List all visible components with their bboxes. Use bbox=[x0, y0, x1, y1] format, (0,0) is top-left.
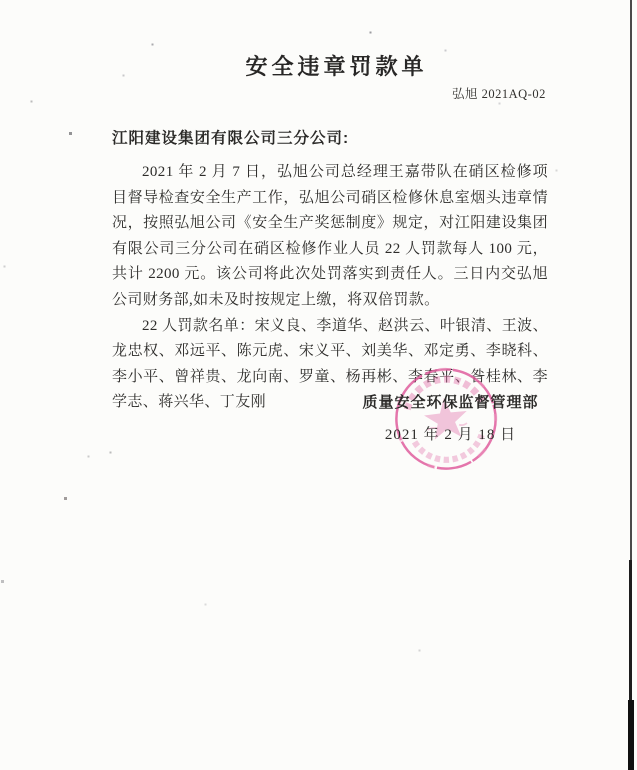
paragraph-fine-description: 2021 年 2 月 7 日，弘旭公司总经理王嘉带队在硝区检修项目督导检查安全生产工作，弘旭公司硝区检修休息室烟头违章情况，按照弘旭公司《安全生产奖惩制度》规定，对江阳建设集团有限公司三分公司在硝区检修作业人员 22 人罚款每人 100 元，共计 2200 元。该公司将此次处罚落实到责任人。三日内交弘旭公司财务部,如未及时按规定上缴，将双倍罚款。 bbox=[112, 164, 548, 308]
issue-date: 2021 年 2 月 18 日 bbox=[384, 427, 517, 443]
document-body bbox=[112, 160, 548, 416]
document-number: 弘旭 2021AQ-02 bbox=[452, 87, 546, 101]
scanner-edge-artifact-mid bbox=[629, 560, 632, 720]
document-title: 安全违章罚款单 bbox=[245, 54, 428, 79]
scan-noise-speckles bbox=[0, 0, 1, 1]
scanner-edge-artifact-bottom bbox=[628, 700, 634, 770]
signature-block bbox=[348, 393, 553, 445]
addressee-line: 江阳建设集团有限公司三分公司: bbox=[112, 130, 350, 147]
issuing-department: 质量安全环保监督管理部 bbox=[362, 395, 539, 411]
paragraph-fined-name-list: 22 人罚款名单：宋义良、李道华、赵洪云、叶银清、王波、龙忠权、邓远平、陈元虎、宋义平、刘美华、邓定勇、李晓科、李小平、曾祥贵、龙向南、罗童、杨再彬、李春平、昝桂林、李学志、蒋兴华、丁友刚 bbox=[112, 317, 548, 411]
